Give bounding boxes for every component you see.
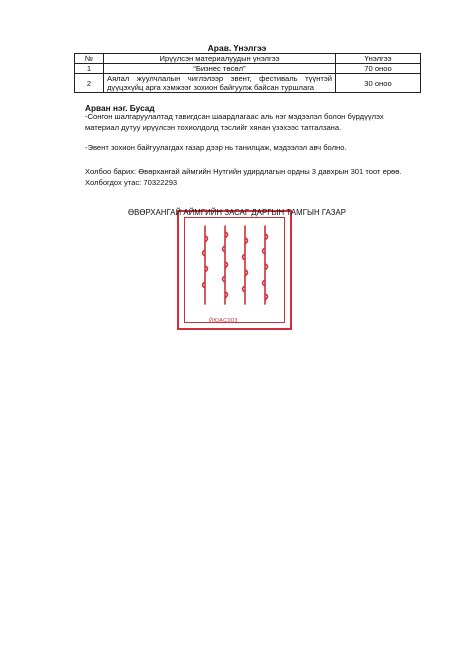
table-header-row <box>75 54 421 64</box>
seal-code: ЙЮАС003 <box>209 318 238 324</box>
row-criterion: “Бизнес төсөл” <box>104 64 336 74</box>
header-criterion: Ирүүлсэн материалуудын үнэлгээ <box>104 54 336 64</box>
table-row <box>75 64 421 74</box>
seal-inner-border <box>184 217 285 323</box>
header-number: № <box>75 54 104 64</box>
seal-script-icon <box>185 218 288 310</box>
paragraph-contact: Холбоо барих: Өвөрхангай аймгийн Нутгийн удирдлагын ордны 3 давхрын 301 тоот ерөө. Холбогдох утас: 70322293 <box>85 167 402 187</box>
paragraph-requirements: -Сонгон шалгаруулалтад тавигдсан шаардлагаас аль нэг мэдээлэл болон бүрдүүлэх материал дутуу ирүүлсэн тохиолдолд тэслийг хянан үзэхээс татгалзана. <box>85 112 384 132</box>
row-score: 70 оноо <box>336 64 421 74</box>
row-number: 2 <box>75 74 104 93</box>
section-title: Арав. Үнэлгээ <box>207 43 267 53</box>
paragraph-site-visit: -Эвент зохион байгуулагдах газар дээр нь танилцаж, мэдээлэл авч болно. <box>85 143 347 152</box>
evaluation-table <box>74 53 421 93</box>
official-seal <box>177 210 292 330</box>
row-number: 1 <box>75 64 104 74</box>
sub-title: Арван нэг. Бусад <box>85 103 155 113</box>
header-score: Үнэлгээ <box>336 54 421 64</box>
row-criterion: Аялал жуулчлалын чиглэлээр эвент, фестиваль түүнтэй дүүцэхүйц арга хэмжээг зохион байгуулж байсан туршлага <box>104 74 336 93</box>
organization-name: ӨВӨРХАНГАЙ АЙМГИЙН ЗАСАГ ДАРГЫН ТАМГЫН ГАЗАР <box>127 208 347 217</box>
table-row <box>75 74 421 93</box>
row-score: 30 оноо <box>336 74 421 93</box>
